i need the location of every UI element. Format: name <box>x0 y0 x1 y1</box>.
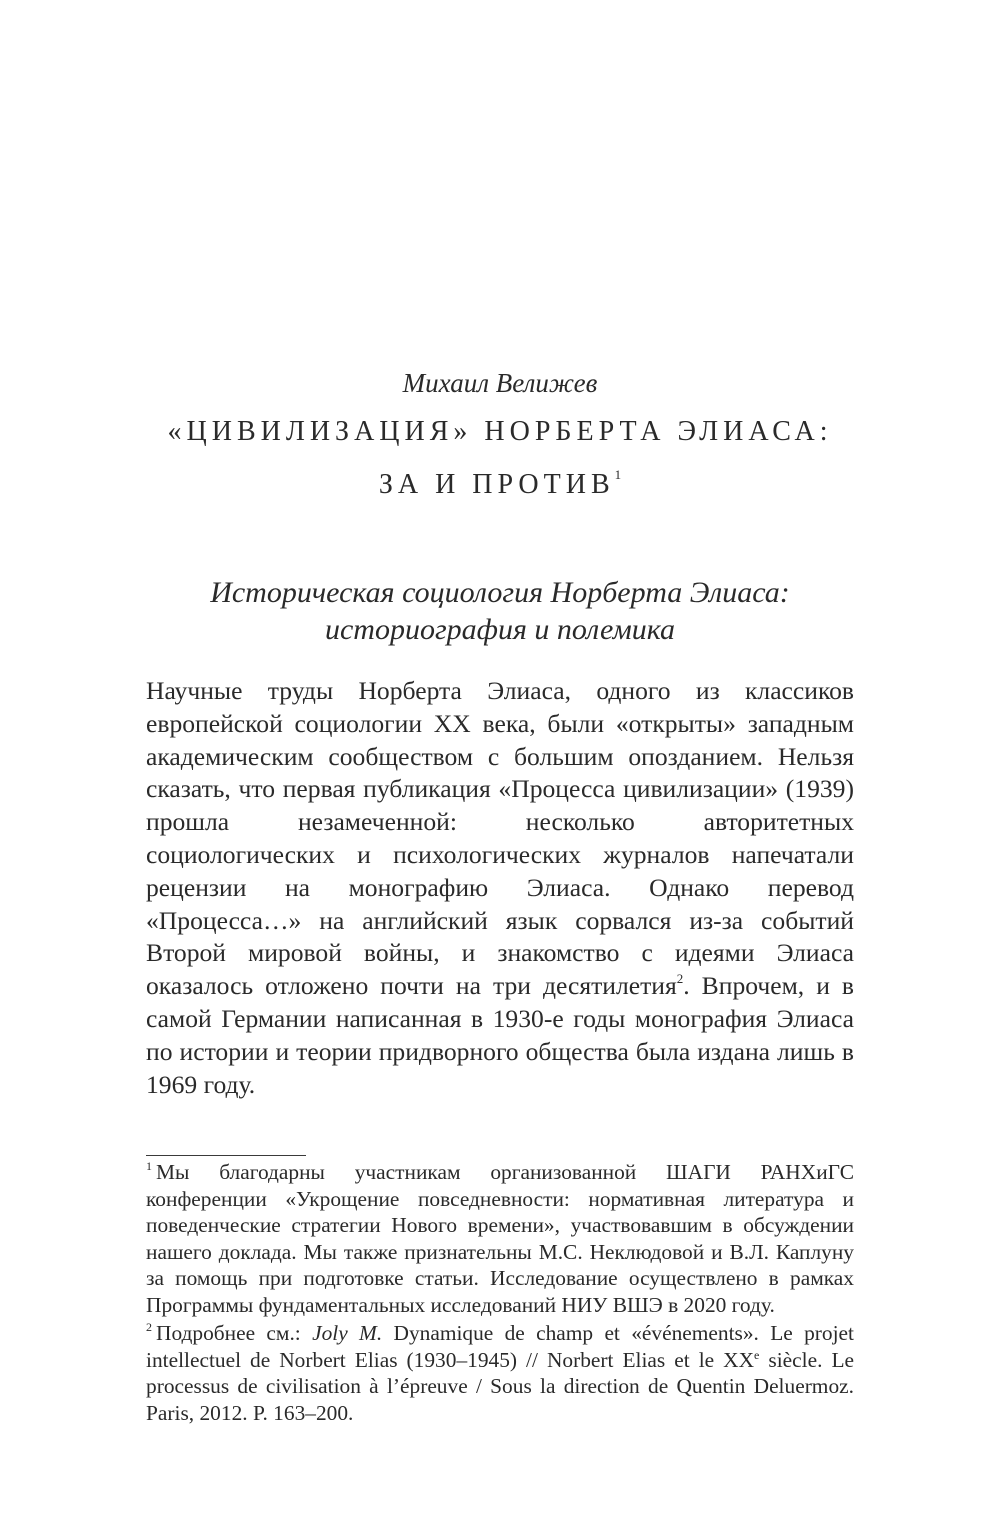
body-footnote-ref[interactable]: 2 <box>676 971 684 987</box>
body-paragraph <box>146 675 854 1101</box>
footnote-2-author: Joly M. <box>312 1321 383 1345</box>
body-text-part-2: . Впрочем, и в самой Германии написанная в 1930-е годы монография Элиаса по истории и теории придворного общества была издана лишь в 1969 году. <box>146 971 854 1099</box>
footnote-2-prefix: Подробнее см.: <box>156 1321 301 1345</box>
footnote-divider <box>146 1155 306 1156</box>
article-title <box>150 410 850 506</box>
title-footnote-ref[interactable]: 1 <box>614 467 622 482</box>
title-line-1: «ЦИВИЛИЗАЦИЯ» НОРБЕРТА ЭЛИАСА: <box>167 416 833 447</box>
footnote-2-text-a: Dynamique de champ et «événements». Le projet intellectuel de Norbert Elias (1930–1945) // Norbert Elias et le XX <box>146 1321 854 1372</box>
footnote-2-mark: 2 <box>146 1320 152 1334</box>
section-heading-line-2: историография и полемика <box>324 613 675 646</box>
section-heading <box>150 574 850 648</box>
section-heading-line-1: Историческая социология Норберта Элиаса: <box>210 576 790 609</box>
footnote-1-text: Мы благодарны участникам организованной ШАГИ РАНХиГС конференции «Укрощение повседневности: нормативная литература и поведенческие стратегии Нового времени», участвовавшим в обсуждении нашего доклада. Мы также признательны М.С. Неклюдовой и В.Л. Каплуну за помощь при подготовке статьи. Исследование осуществлено в рамках Программы фундаментальных исследований НИУ ВШЭ в 2020 году. <box>146 1160 854 1317</box>
footnote-1-mark: 1 <box>146 1159 152 1173</box>
footnote-1 <box>146 1159 854 1318</box>
body-text-part-1: Научные труды Норберта Элиаса, одного из классиков европейской социологии XX века, были «открыты» западным академическим сообществом с большим опозданием. Нельзя сказать, что первая публикация «Процесса цивилизации» (1939) прошла незамеченной: несколько авторитетных социологических и психологических журналов напечатали рецензии на монографию Элиаса. Однако перевод «Процесса…» на английский язык сорвался из-за событий Второй мировой войны, и знакомство с идеями Элиаса оказалось отложено почти на три десятилетия <box>146 676 854 1001</box>
footnote-2-text-b: siècle. Le processus de civilisation à l’épreuve / Sous la direction de Quentin Deluermoz. Paris, 2012. P. 163–200. <box>146 1347 854 1425</box>
title-line-2-text: ЗА И ПРОТИВ <box>378 469 615 500</box>
title-line-2 <box>150 453 850 506</box>
footnote-2-superscript: e <box>754 1347 760 1362</box>
author-name: Михаил Велижев <box>402 368 598 398</box>
footnote-2 <box>146 1320 854 1426</box>
footnotes <box>146 1159 854 1426</box>
